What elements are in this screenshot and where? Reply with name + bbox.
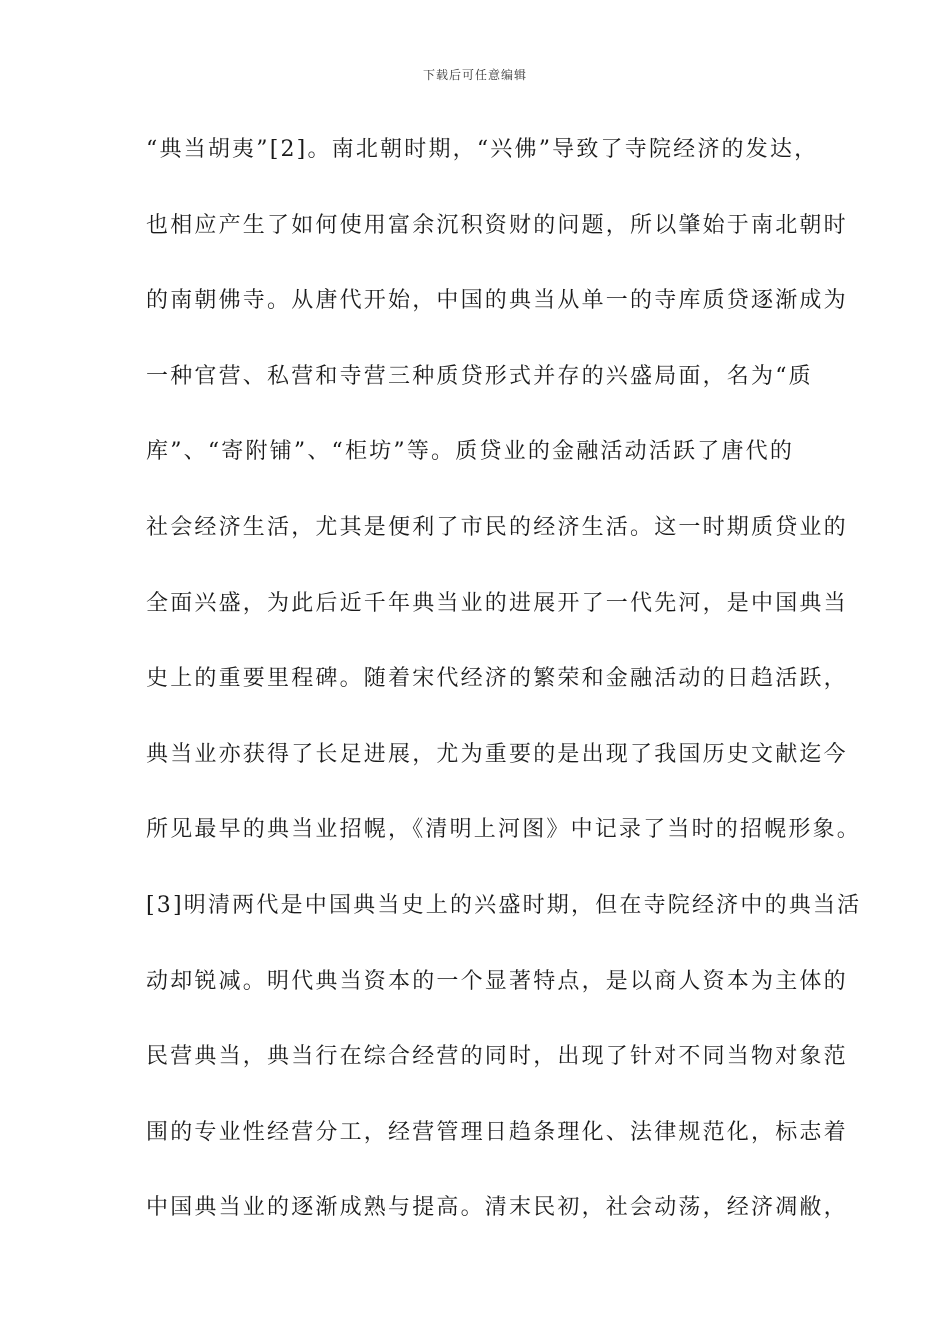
text-line: “典当胡夷”[2]。南北朝时期，“兴佛”导致了寺院经济的发达，	[146, 137, 819, 162]
text-line: 典当业亦获得了长足进展，尤为重要的是出现了我国历史文献迄今	[146, 741, 848, 767]
text-line: 全面兴盛，为此后近千年典当业的进展开了一代先河，是中国典当	[146, 590, 848, 616]
text-line: 社会经济生活，尤其是便利了市民的经济生活。这一时期质贷业的	[146, 514, 848, 540]
text-line: 所见最早的典当业招幌，《清明上河图》中记录了当时的招幌形象。	[146, 817, 862, 843]
page-header: 下载后可任意编辑	[422, 68, 527, 82]
text-line: 史上的重要里程碑。随着宋代经济的繁荣和金融活动的日趋活跃，	[146, 666, 848, 692]
text-line: 中国典当业的逐渐成熟与提高。清末民初，社会动荡，经济凋敝，	[146, 1195, 848, 1221]
body-text	[146, 135, 862, 1269]
text-line: 围的专业性经营分工，经营管理日趋条理化、法律规范化，标志着	[146, 1119, 848, 1145]
text-line: 的南朝佛寺。从唐代开始，中国的典当从单一的寺库质贷逐渐成为	[146, 288, 848, 314]
text-line: 一种官营、私营和寺营三种质贷形式并存的兴盛局面，名为“质	[146, 363, 813, 389]
text-line: 库”、“寄附铺”、“柜坊”等。质贷业的金融活动活跃了唐代的	[146, 439, 795, 465]
text-line: 民营典当，典当行在综合经营的同时，出现了针对不同当物对象范	[146, 1044, 848, 1070]
text-line: 动却锐减。明代典当资本的一个显著特点，是以商人资本为主体的	[146, 968, 848, 994]
text-line: 也相应产生了如何使用富余沉积资财的问题，所以肇始于南北朝时	[146, 212, 848, 238]
text-line: [3]明清两代是中国典当史上的兴盛时期，但在寺院经济中的典当活	[146, 892, 862, 918]
